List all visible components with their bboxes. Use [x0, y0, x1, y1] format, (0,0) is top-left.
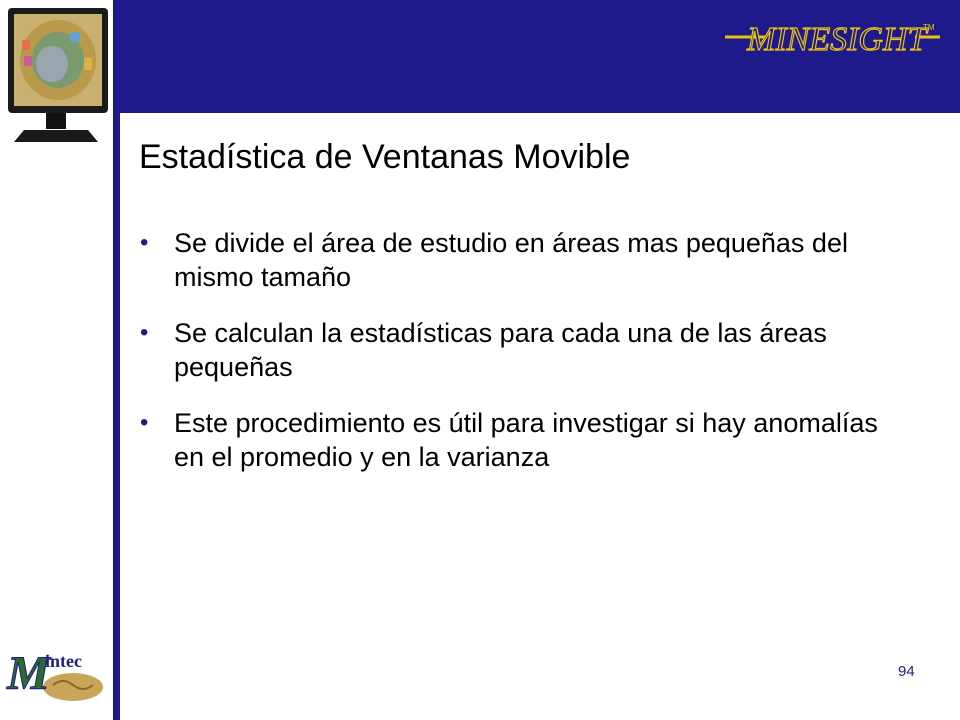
trademark-mark: TM — [923, 23, 935, 32]
monitor-icon — [0, 0, 110, 145]
bullet-icon: • — [140, 229, 149, 256]
slide-title: Estadística de Ventanas Movible — [139, 138, 631, 176]
bullet-text: Se calculan la estadísticas para cada una de las áreas pequeñas — [174, 318, 827, 382]
mintec-initial: M — [7, 647, 50, 700]
bullet-icon: • — [140, 319, 149, 346]
bullet-text: Este procedimiento es útil para investigar si hay anomalías en el promedio y en la varianza — [174, 408, 878, 472]
bullet-text: Se divide el área de estudio en áreas mas pequeñas del mismo tamaño — [174, 228, 848, 292]
bullet-item — [140, 226, 890, 294]
page-number: 94 — [898, 663, 915, 680]
bullet-item — [140, 406, 890, 474]
bullet-item — [140, 316, 890, 384]
mintec-logo — [5, 645, 110, 705]
minesight-logo-text: MINESIGHT — [747, 21, 927, 58]
mintec-logo-text: intec — [45, 651, 82, 671]
bullet-list — [140, 226, 890, 496]
bullet-icon: • — [140, 409, 149, 436]
minesight-logo — [725, 12, 940, 62]
